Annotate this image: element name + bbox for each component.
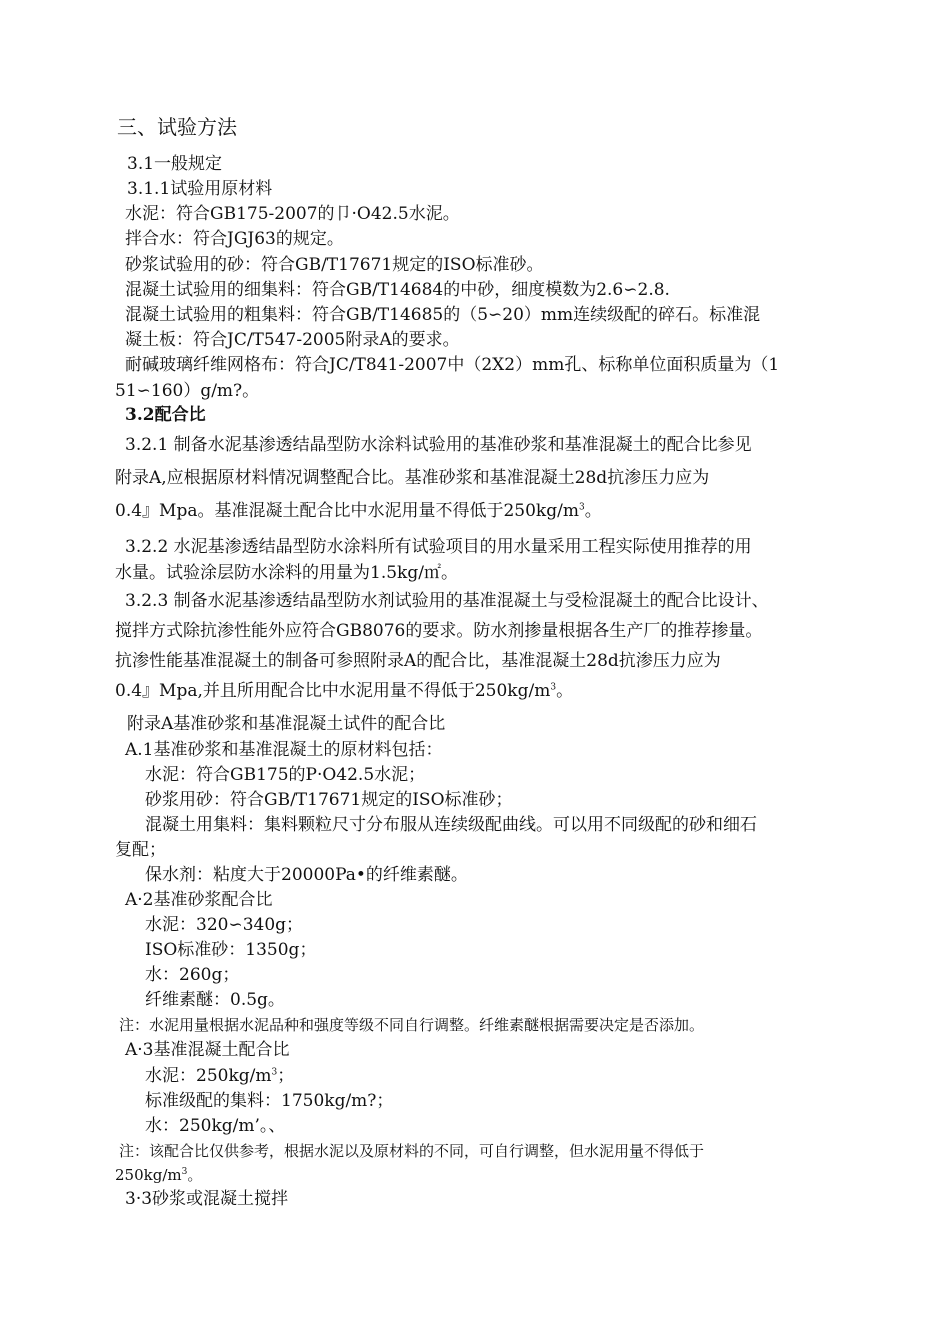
- appendix-a3-note-line2: [115, 1166, 202, 1184]
- material-mesh-line1: 耐碱玻璃纤维网格布：符合JC/T841-2007中（2X2）mm孔、标称单位面积质量为（1: [125, 355, 780, 375]
- appendix-a1-heading: A.1基准砂浆和基准混凝土的原材料包括：: [125, 740, 443, 760]
- para-3-2-3-line4-text: 0.4』Mpa,并且所用配合比中水泥用量不得低于250kg/m: [115, 681, 551, 701]
- para-3-2-3-line4-end: 。: [556, 681, 574, 701]
- appendix-a2-ether: 纤维素醚：0.5g。: [145, 990, 285, 1010]
- para-3-2-1-line2: 附录A,应根据原材料情况调整配合比。基准砂浆和基准混凝土28d抗渗压力应为: [115, 468, 710, 488]
- appendix-a3-note-line2-end: 。: [187, 1166, 203, 1184]
- appendix-a2-water: 水：260g；: [145, 965, 240, 985]
- appendix-a3-note-line2-text: 250kg/m: [115, 1166, 182, 1184]
- appendix-a1-aggregate-line2: 复配；: [115, 840, 166, 860]
- heading-3-2: [125, 405, 206, 425]
- appendix-a3-water: 水：250kg/m’。、: [145, 1116, 286, 1136]
- appendix-a1-sand: 砂浆用砂：符合GB/T17671规定的ISO标准砂；: [145, 790, 513, 810]
- appendix-a1-retainer: 保水剂：粘度大于20000Pa•的纤维素醚。: [145, 865, 468, 885]
- superscript: 3: [181, 1167, 188, 1177]
- material-mesh-line2: 51∽160）g/m?。: [115, 381, 260, 401]
- appendix-a2-note: 注：水泥用量根据水泥品种和强度等级不同自行调整。纤维素醚根据需要决定是否添加。: [119, 1016, 705, 1034]
- para-3-2-2-line1: 3.2.2 水泥基渗透结晶型防水涂料所有试验项目的用水量采用工程实际使用推荐的用: [125, 537, 752, 557]
- appendix-title: 附录A基准砂浆和基准混凝土试件的配合比: [127, 714, 446, 734]
- material-coarse-aggregate-line2: 凝土板：符合JC/T547-2005附录A的要求。: [125, 330, 460, 350]
- heading-3-2-text: 3.2配合比: [125, 405, 206, 425]
- appendix-a2-heading: A·2基准砂浆配合比: [125, 890, 273, 910]
- para-3-2-3-line2: 搅拌方式除抗渗性能外应符合GB8076的要求。防水剂掺量根据各生产厂的推荐掺量。: [115, 621, 763, 641]
- material-fine-aggregate: 混凝土试验用的细集料：符合GB/T14684的中砂，细度模数为2.6∽2.8.: [125, 280, 670, 300]
- heading-3-1: 3.1一般规定: [127, 154, 223, 174]
- heading-3-1-1: 3.1.1试验用原材料: [127, 179, 273, 199]
- material-cement: 水泥：符合GB175-2007的卩·O42.5水泥。: [125, 204, 460, 224]
- heading-3-3: 3·3砂浆或混凝土搅拌: [125, 1189, 289, 1209]
- para-3-2-3-line3: 抗渗性能基准混凝土的制备可参照附录A的配合比，基准混凝土28d抗渗压力应为: [115, 651, 721, 671]
- superscript: 3: [271, 1067, 278, 1078]
- appendix-a1-cement: 水泥：符合GB175的P·O42.5水泥；: [145, 765, 426, 785]
- material-coarse-aggregate-line1: 混凝土试验用的粗集料：符合GB/T14685的（5∽20）mm连续级配的碎石。标准混: [125, 305, 761, 325]
- appendix-a3-heading: A·3基准混凝土配合比: [125, 1040, 290, 1060]
- para-3-2-1-line1: 3.2.1 制备水泥基渗透结晶型防水涂料试验用的基准砂浆和基准混凝土的配合比参见: [125, 435, 752, 455]
- para-3-2-2-line2: 水量。试验涂层防水涂料的用量为1.5kg/㎡。: [115, 563, 458, 583]
- para-3-2-1-line3: [115, 501, 602, 521]
- material-mortar-sand: 砂浆试验用的砂：符合GB/T17671规定的ISO标准砂。: [125, 255, 544, 275]
- material-water: 拌合水：符合JGJ63的规定。: [125, 229, 344, 249]
- superscript: 3: [550, 682, 557, 693]
- appendix-a1-aggregate-line1: 混凝土用集料：集料颗粒尺寸分布服从连续级配曲线。可以用不同级配的砂和细石: [145, 815, 757, 835]
- para-3-2-3-line1: 3.2.3 制备水泥基渗透结晶型防水剂试验用的基准混凝土与受检混凝土的配合比设计、: [125, 591, 769, 611]
- para-3-2-3-line4: [115, 681, 573, 701]
- appendix-a3-cement-end: ；: [277, 1066, 295, 1086]
- appendix-a2-cement: 水泥：320∽340g；: [145, 915, 304, 935]
- appendix-a3-cement-text: 水泥：250kg/m: [145, 1066, 272, 1086]
- appendix-a3-note-line1: 注：该配合比仅供参考，根据水泥以及原材料的不同，可自行调整，但水泥用量不得低于: [119, 1142, 705, 1160]
- para-3-2-1-line3-end: 。: [584, 501, 602, 521]
- appendix-a3-aggregate: 标准级配的集料：1750kg/m?；: [145, 1091, 394, 1111]
- appendix-a3-cement: [145, 1066, 294, 1086]
- para-3-2-1-line3-text: 0.4』Mpa。基准混凝土配合比中水泥用量不得低于250kg/m: [115, 501, 579, 521]
- superscript: 3: [578, 502, 585, 513]
- appendix-a2-sand: ISO标准砂：1350g；: [145, 940, 317, 960]
- section-title: 三、试验方法: [117, 115, 237, 139]
